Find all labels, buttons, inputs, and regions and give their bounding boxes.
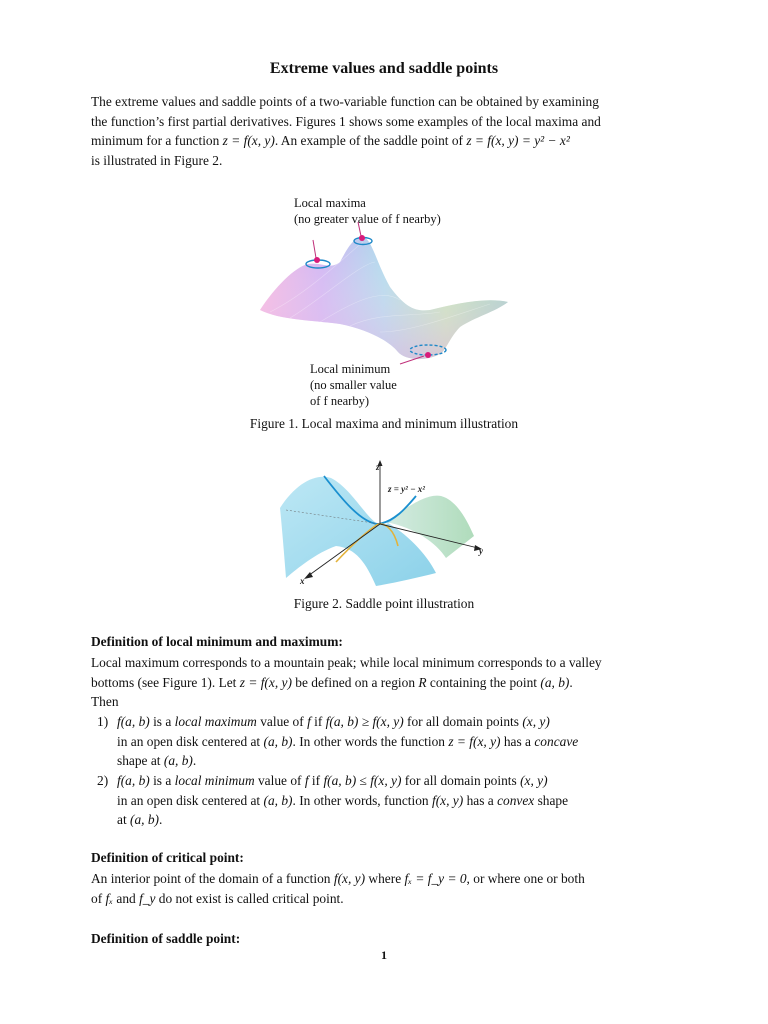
text-line: bottoms (see Figure 1). Let z = f(x, y) be defined on a region R containing the point (a, b). (91, 674, 573, 690)
list-item (97, 771, 677, 830)
section-heading: Definition of saddle point: (91, 931, 241, 946)
critical-definition-paragraph (91, 869, 677, 908)
page-title: Extreme values and saddle points (269, 60, 499, 77)
max-point-left (314, 257, 320, 263)
list-number: 1) (97, 714, 109, 729)
intro-line: minimum for a function z = f(x, y). An example of the saddle point of z = f(x, y) = y² − x² (91, 133, 570, 149)
figure-label: of f nearby) (310, 394, 369, 408)
text-line: shape at (a, b). (117, 753, 197, 769)
equation-label: z = y² − x² (388, 484, 425, 494)
text-line: An interior point of the domain of a function f(x, y) where fₓ = f_y = 0, or where one or both (91, 871, 585, 886)
intro-line: The extreme values and saddle points of a two-variable function can be obtained by examining (91, 94, 599, 109)
min-point (425, 352, 431, 358)
text-line: of fₓ and f_y do not exist is called critical point. (91, 890, 344, 906)
list-number: 2) (97, 773, 109, 788)
intro-paragraph (91, 92, 677, 170)
figure-label: Local minimum (310, 362, 391, 376)
figure-label: (no greater value of f nearby) (294, 212, 441, 226)
section-heading: Definition of critical point: (91, 850, 244, 865)
intro-line: the function’s first partial derivatives. Figures 1 shows some examples of the local maxima and (91, 113, 601, 129)
axis-x-label: x (300, 576, 305, 586)
section-heading: Definition of local minimum and maximum: (91, 634, 343, 649)
figure-2-caption: Figure 2. Saddle point illustration (293, 596, 475, 611)
figure-label: (no smaller value (310, 378, 397, 392)
text-line: Local maximum corresponds to a mountain peak; while local minimum corresponds to a valley (91, 655, 602, 670)
page-number: 1 (381, 948, 387, 962)
text-line: f(a, b) is a local minimum value of f if f(a, b) ≤ f(x, y) for all domain points (x, y) (117, 773, 548, 788)
axis-y-label: y (479, 546, 483, 556)
text-line: f(a, b) is a local maximum value of f if f(a, b) ≥ f(x, y) for all domain points (x, y) (117, 714, 550, 729)
text-line: Then (91, 694, 119, 710)
axis-z-label: z (376, 462, 380, 472)
figure-label: Local maxima (294, 196, 366, 210)
text-line: at (a, b). (117, 812, 163, 828)
intro-line: is illustrated in Figure 2. (91, 152, 223, 168)
text-line: in an open disk centered at (a, b). In other words the function z = f(x, y) has a concave (117, 733, 579, 749)
list-item (97, 712, 677, 771)
max-point-right (359, 235, 365, 241)
text-line: in an open disk centered at (a, b). In other words, function f(x, y) has a convex shape (117, 792, 569, 808)
figure-1-local-extrema (250, 192, 520, 414)
figure-2-saddle-point (276, 458, 492, 588)
local-definition-paragraph (91, 653, 677, 712)
math-expression: z = f(x, y) (222, 133, 275, 149)
figure-1-caption: Figure 1. Local maxima and minimum illustration (249, 416, 519, 431)
math-expression: z = f(x, y) = y² − x² (466, 133, 570, 149)
